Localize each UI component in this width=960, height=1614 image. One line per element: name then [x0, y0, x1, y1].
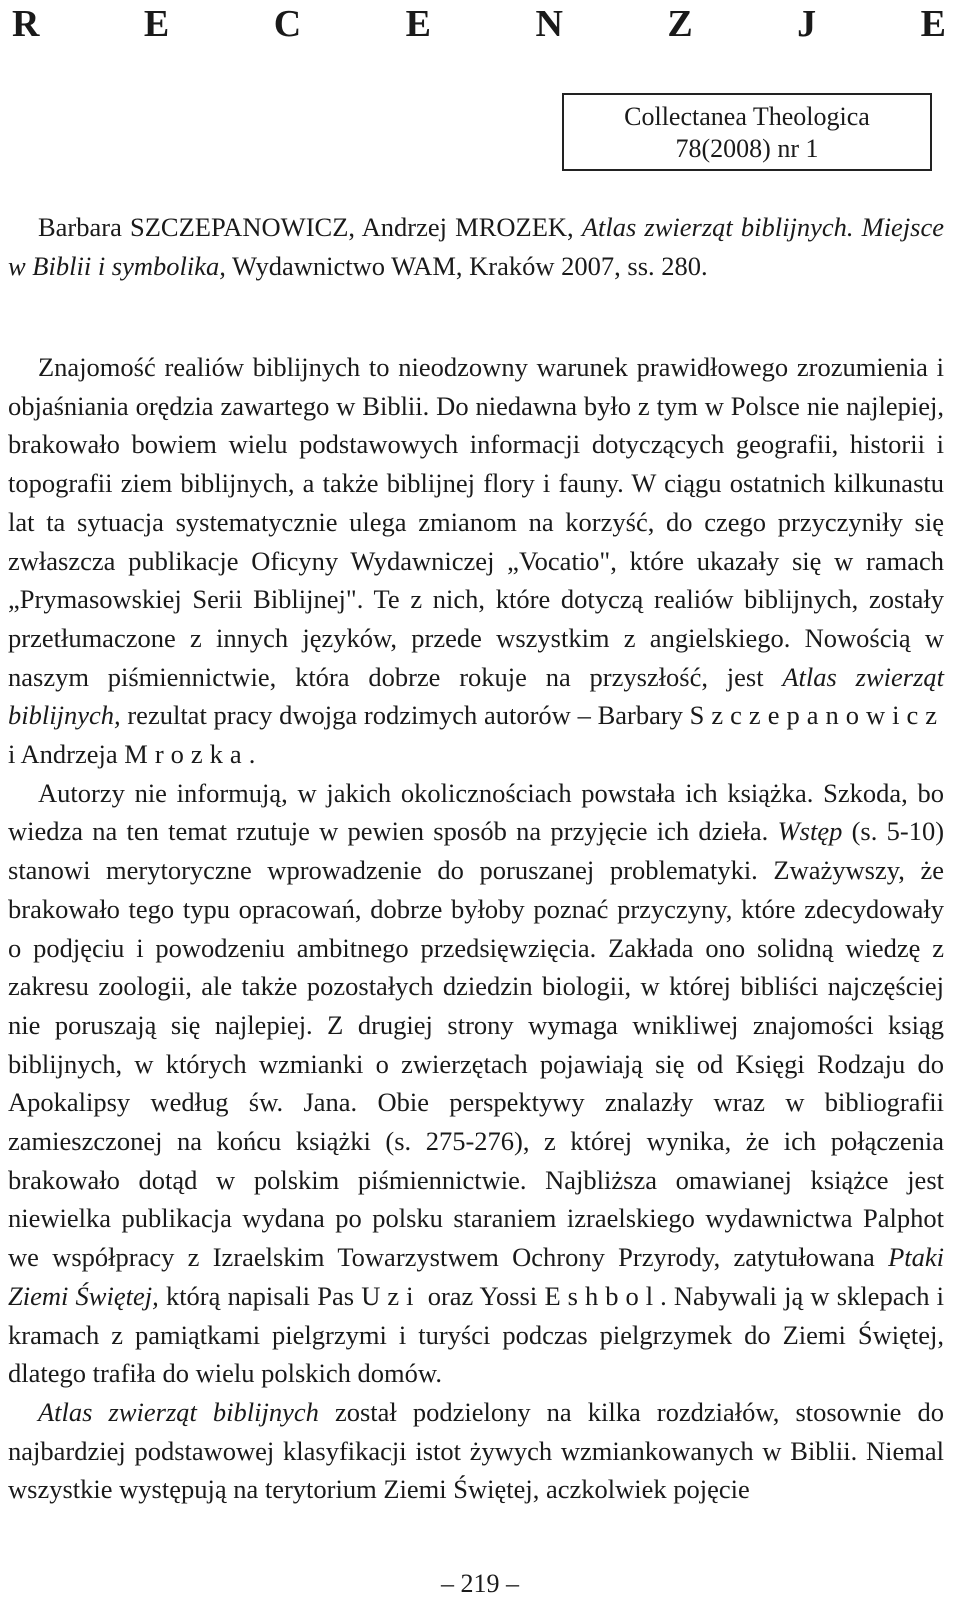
author-name: Mrozka: [124, 739, 249, 770]
paragraph: [8, 348, 944, 774]
journal-issue: 78(2008) nr 1: [675, 134, 819, 163]
book-title: Ptaki Ziemi Świętej,: [8, 1242, 944, 1311]
header-letter: R: [12, 3, 40, 45]
author-name: Szczepanowicz: [689, 700, 944, 731]
text: .: [248, 739, 256, 770]
author-name: Uzi: [361, 1280, 421, 1311]
journal-info-box: [562, 93, 932, 171]
journal-name: Collectanea Theologica: [624, 102, 870, 131]
text: i Andrzeja: [8, 739, 118, 770]
author-name: Eshbol: [544, 1280, 661, 1311]
book-title: Atlas zwierząt biblijnych,: [8, 661, 944, 731]
header-letter: N: [535, 3, 563, 45]
paragraph: [8, 1393, 944, 1509]
paragraph: [8, 774, 944, 1393]
header-letter: E: [143, 3, 170, 45]
text: . Nabywali ją w sklepach i kramach z pamiątkami pielgrzymi i turyści podczas pielgrzymek do Ziemi Świętej, dlatego trafiła do wielu polskich domów.: [8, 1280, 945, 1389]
citation-title: Atlas zwierząt biblijnych. Miejsce w Biblii i symbolika,: [8, 212, 945, 281]
book-title: Atlas zwierząt biblijnych: [38, 1396, 319, 1427]
citation-publisher: Wydawnictwo WAM, Kraków 2007, ss. 280.: [232, 251, 708, 281]
header-letter: E: [920, 3, 946, 45]
text: (s. 5-10) stanowi merytoryczne wprowadzenie do poruszanej problematyki. Zważywszy, że brakowało tego typu opracowań, dobrze byłoby poznać przyczyny, które zdecydowały o podjęciu i powodzeniu ambitnego przedsięwzięcia. Zakłada ono solidną wiedzę z zakresu zoologii, ale także pozostałych dziedzin biologii, w której bibliści najczęściej nie poruszają się najlepiej. Z drugiej strony wymaga wnikliwej znajomości ksiąg biblijnych, w których wzmianki o zwierzętach pojawiają się od Księgi Rodzaju do Apokalipsy według św. Jana. Obie perspektywy znalazły wraz w bibliografii zamieszczonej na końcu książki (s. 275-276), z której wynika, że ich połączenia brakowało dotąd w polskim piśmiennictwie. Najbliższa omawianej książce jest niewielka publikacja wydana po polsku staraniem izraelskiego wydawnictwa Palphot we współpracy z Izraelskim Towarzystwem Ochrony Przyrody, zatytułowana: [8, 816, 945, 1273]
section-header-recenzje: [12, 2, 946, 46]
text: został podzielony na kilka rozdziałów, stosownie do najbardziej podstawowej klasyfikacji istot żywych wzmiankowanych w Biblii. Niemal wszystkie występują na terytorium Ziemi Świętej, aczkolwiek pojęcie: [8, 1396, 945, 1505]
header-letter: C: [273, 3, 302, 45]
section-title: Wstęp: [777, 816, 843, 847]
text: Autorzy nie informują, w jakich okolicznościach powstała ich książka. Szkoda, bo wiedza na ten temat rzutuje w pewien sposób na przyjęcie ich dzieła.: [8, 777, 944, 847]
review-body: [8, 348, 944, 1509]
page-number: – 219 –: [441, 1569, 519, 1598]
header-letter: J: [797, 3, 817, 45]
text: rezultat pracy dwojga rodzimych autorów – Barbary: [127, 700, 683, 731]
text: oraz Yossi: [427, 1280, 538, 1311]
citation-authors: Barbara SZCZEPANOWICZ, Andrzej MROZEK,: [38, 212, 574, 242]
book-citation: [8, 208, 944, 286]
header-letter: E: [405, 3, 431, 45]
header-letter: Z: [667, 3, 693, 45]
text: którą napisali Pas: [165, 1280, 355, 1311]
text: Znajomość realiów biblijnych to nieodzowny warunek prawidłowego zrozumienia i objaśniania orędzia zawartego w Biblii. Do niedawna było z tym w Polsce nie najlepiej, brakowało bowiem wielu podstawowych informacji dotyczących geografii, historii i topografii ziem biblijnych, a także biblijnej flory i fauny. W ciągu ostatnich kilkunastu lat ta sytuacja systematycznie ulega zmianom na korzyść, do czego przyczyniły się zwłaszcza publikacje Oficyny Wydawniczej „Vocatio", które ukazały się w ramach „Prymasowskiej Serii Biblijnej". Te z nich, które dotyczą realiów biblijnych, zostały przetłumaczone z innych języków, przede wszystkim z angielskiego. Nowością w naszym piśmiennictwie, która dobrze rokuje na przyszłość, jest: [8, 352, 944, 692]
